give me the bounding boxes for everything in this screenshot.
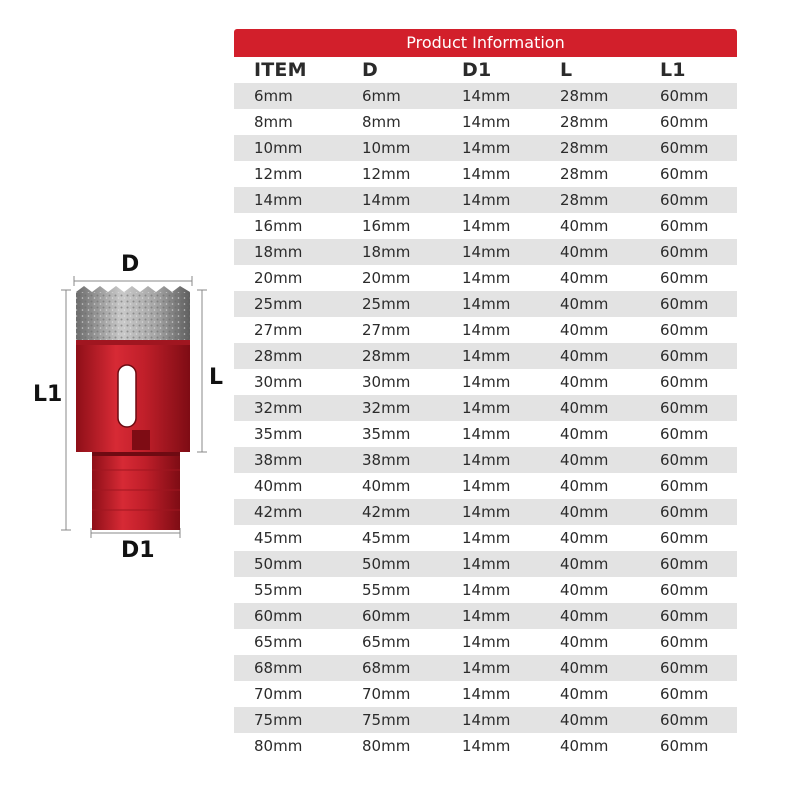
- cell-l1: 60mm: [660, 191, 709, 209]
- cell-l: 28mm: [560, 139, 609, 157]
- cell-item: 27mm: [254, 321, 303, 339]
- cell-d1: 14mm: [462, 711, 511, 729]
- cell-l: 40mm: [560, 711, 609, 729]
- cell-l1: 60mm: [660, 555, 709, 573]
- product-info-table: [234, 29, 737, 759]
- cell-l1: 60mm: [660, 113, 709, 131]
- header-l: L: [560, 59, 573, 81]
- cell-l: 28mm: [560, 87, 609, 105]
- cell-item: 55mm: [254, 581, 303, 599]
- cell-l1: 60mm: [660, 87, 709, 105]
- cell-d: 30mm: [362, 373, 411, 391]
- cell-l: 40mm: [560, 217, 609, 235]
- cell-d: 32mm: [362, 399, 411, 417]
- cell-item: 32mm: [254, 399, 303, 417]
- cell-l1: 60mm: [660, 659, 709, 677]
- cell-l1: 60mm: [660, 607, 709, 625]
- cell-l1: 60mm: [660, 529, 709, 547]
- cell-l: 28mm: [560, 165, 609, 183]
- table-row: [234, 109, 737, 135]
- cell-d: 42mm: [362, 503, 411, 521]
- cell-l: 28mm: [560, 191, 609, 209]
- cell-d1: 14mm: [462, 373, 511, 391]
- table-row: [234, 525, 737, 551]
- cell-d1: 14mm: [462, 87, 511, 105]
- cell-d1: 14mm: [462, 217, 511, 235]
- cell-l: 40mm: [560, 581, 609, 599]
- cell-item: 10mm: [254, 139, 303, 157]
- cell-d: 27mm: [362, 321, 411, 339]
- cell-d1: 14mm: [462, 737, 511, 755]
- cell-l: 40mm: [560, 477, 609, 495]
- cell-d: 28mm: [362, 347, 411, 365]
- cell-d: 10mm: [362, 139, 411, 157]
- label-d1: D1: [121, 538, 155, 563]
- cell-item: 75mm: [254, 711, 303, 729]
- cell-d1: 14mm: [462, 451, 511, 469]
- table-row: [234, 291, 737, 317]
- cell-item: 35mm: [254, 425, 303, 443]
- table-row: [234, 733, 737, 759]
- cell-l: 28mm: [560, 113, 609, 131]
- cell-item: 42mm: [254, 503, 303, 521]
- table-row: [234, 421, 737, 447]
- cell-d: 50mm: [362, 555, 411, 573]
- header-item: ITEM: [254, 59, 307, 81]
- cell-l1: 60mm: [660, 737, 709, 755]
- table-row: [234, 499, 737, 525]
- cell-l1: 60mm: [660, 243, 709, 261]
- cell-l1: 60mm: [660, 399, 709, 417]
- cell-item: 30mm: [254, 373, 303, 391]
- cell-l1: 60mm: [660, 295, 709, 313]
- dimension-diagram: [0, 0, 230, 800]
- cell-item: 70mm: [254, 685, 303, 703]
- cell-item: 14mm: [254, 191, 303, 209]
- cell-d1: 14mm: [462, 347, 511, 365]
- cell-d: 25mm: [362, 295, 411, 313]
- cell-d: 55mm: [362, 581, 411, 599]
- cell-d: 18mm: [362, 243, 411, 261]
- cell-d1: 14mm: [462, 269, 511, 287]
- d-dimension-line: [74, 276, 192, 286]
- cell-d: 68mm: [362, 659, 411, 677]
- table-row: [234, 551, 737, 577]
- cell-item: 20mm: [254, 269, 303, 287]
- cell-item: 25mm: [254, 295, 303, 313]
- cell-l: 40mm: [560, 347, 609, 365]
- label-l1: L1: [33, 382, 63, 407]
- cell-l1: 60mm: [660, 503, 709, 521]
- cell-d1: 14mm: [462, 321, 511, 339]
- cell-d: 75mm: [362, 711, 411, 729]
- cell-d1: 14mm: [462, 399, 511, 417]
- table-row: [234, 603, 737, 629]
- header-d1: D1: [462, 59, 492, 81]
- cell-d1: 14mm: [462, 477, 511, 495]
- cell-l1: 60mm: [660, 633, 709, 651]
- cell-l1: 60mm: [660, 711, 709, 729]
- cell-d1: 14mm: [462, 685, 511, 703]
- cell-l: 40mm: [560, 633, 609, 651]
- cell-d1: 14mm: [462, 295, 511, 313]
- cell-d: 8mm: [362, 113, 401, 131]
- l-dimension-line: [197, 290, 207, 452]
- cell-d1: 14mm: [462, 555, 511, 573]
- cell-l1: 60mm: [660, 347, 709, 365]
- table-row: [234, 369, 737, 395]
- cell-item: 6mm: [254, 87, 293, 105]
- cell-item: 18mm: [254, 243, 303, 261]
- bit-shank: [92, 452, 180, 530]
- cell-l1: 60mm: [660, 165, 709, 183]
- table-body: [234, 83, 737, 759]
- cell-d1: 14mm: [462, 581, 511, 599]
- cell-l1: 60mm: [660, 581, 709, 599]
- cell-item: 16mm: [254, 217, 303, 235]
- cell-d: 65mm: [362, 633, 411, 651]
- cell-d: 12mm: [362, 165, 411, 183]
- cell-item: 12mm: [254, 165, 303, 183]
- cell-item: 80mm: [254, 737, 303, 755]
- cell-item: 28mm: [254, 347, 303, 365]
- cell-l: 40mm: [560, 529, 609, 547]
- table-row: [234, 343, 737, 369]
- table-row: [234, 213, 737, 239]
- cell-l: 40mm: [560, 295, 609, 313]
- cell-item: 60mm: [254, 607, 303, 625]
- cell-l1: 60mm: [660, 269, 709, 287]
- cell-d1: 14mm: [462, 139, 511, 157]
- cell-l1: 60mm: [660, 451, 709, 469]
- cell-d: 35mm: [362, 425, 411, 443]
- table-row: [234, 629, 737, 655]
- l1-dimension-line: [61, 290, 71, 530]
- cell-l: 40mm: [560, 451, 609, 469]
- table-row: [234, 447, 737, 473]
- cell-d1: 14mm: [462, 425, 511, 443]
- table-row: [234, 135, 737, 161]
- cell-l: 40mm: [560, 555, 609, 573]
- table-row: [234, 577, 737, 603]
- cell-l: 40mm: [560, 425, 609, 443]
- table-row: [234, 239, 737, 265]
- cell-item: 40mm: [254, 477, 303, 495]
- cell-l1: 60mm: [660, 477, 709, 495]
- cell-l1: 60mm: [660, 321, 709, 339]
- cell-d: 60mm: [362, 607, 411, 625]
- cell-l: 40mm: [560, 373, 609, 391]
- cell-l: 40mm: [560, 269, 609, 287]
- cell-item: 65mm: [254, 633, 303, 651]
- cell-d1: 14mm: [462, 165, 511, 183]
- table-row: [234, 681, 737, 707]
- cell-l1: 60mm: [660, 217, 709, 235]
- cell-l: 40mm: [560, 503, 609, 521]
- cell-l: 40mm: [560, 685, 609, 703]
- table-row: [234, 265, 737, 291]
- table-row: [234, 317, 737, 343]
- table-row: [234, 655, 737, 681]
- bit-body: [76, 340, 190, 452]
- cell-d: 40mm: [362, 477, 411, 495]
- cell-l1: 60mm: [660, 139, 709, 157]
- cell-d1: 14mm: [462, 191, 511, 209]
- cell-l1: 60mm: [660, 685, 709, 703]
- table-row: [234, 83, 737, 109]
- label-d: D: [121, 252, 140, 277]
- table-row: [234, 395, 737, 421]
- table-row: [234, 473, 737, 499]
- header-l1: L1: [660, 59, 686, 81]
- cell-d: 20mm: [362, 269, 411, 287]
- cell-item: 8mm: [254, 113, 293, 131]
- cell-item: 68mm: [254, 659, 303, 677]
- cell-l: 40mm: [560, 737, 609, 755]
- cell-l: 40mm: [560, 607, 609, 625]
- cell-d: 70mm: [362, 685, 411, 703]
- table-row: [234, 707, 737, 733]
- header-d: D: [362, 59, 378, 81]
- cell-item: 50mm: [254, 555, 303, 573]
- cell-d1: 14mm: [462, 607, 511, 625]
- cell-d1: 14mm: [462, 529, 511, 547]
- cell-d: 14mm: [362, 191, 411, 209]
- cell-d: 6mm: [362, 87, 401, 105]
- cell-l: 40mm: [560, 659, 609, 677]
- cell-l1: 60mm: [660, 425, 709, 443]
- cell-d1: 14mm: [462, 113, 511, 131]
- cell-d1: 14mm: [462, 243, 511, 261]
- label-l: L: [209, 365, 224, 390]
- cell-d: 38mm: [362, 451, 411, 469]
- cell-l: 40mm: [560, 321, 609, 339]
- cell-d: 45mm: [362, 529, 411, 547]
- cell-d1: 14mm: [462, 503, 511, 521]
- table-row: [234, 161, 737, 187]
- table-header-row: [234, 57, 737, 83]
- cell-item: 38mm: [254, 451, 303, 469]
- table-title: Product Information: [234, 29, 737, 57]
- cell-l: 40mm: [560, 243, 609, 261]
- diamond-segment: [76, 286, 190, 340]
- table-row: [234, 187, 737, 213]
- cell-d1: 14mm: [462, 659, 511, 677]
- cell-d: 16mm: [362, 217, 411, 235]
- cell-d1: 14mm: [462, 633, 511, 651]
- cell-l: 40mm: [560, 399, 609, 417]
- cell-item: 45mm: [254, 529, 303, 547]
- cell-d: 80mm: [362, 737, 411, 755]
- cell-l1: 60mm: [660, 373, 709, 391]
